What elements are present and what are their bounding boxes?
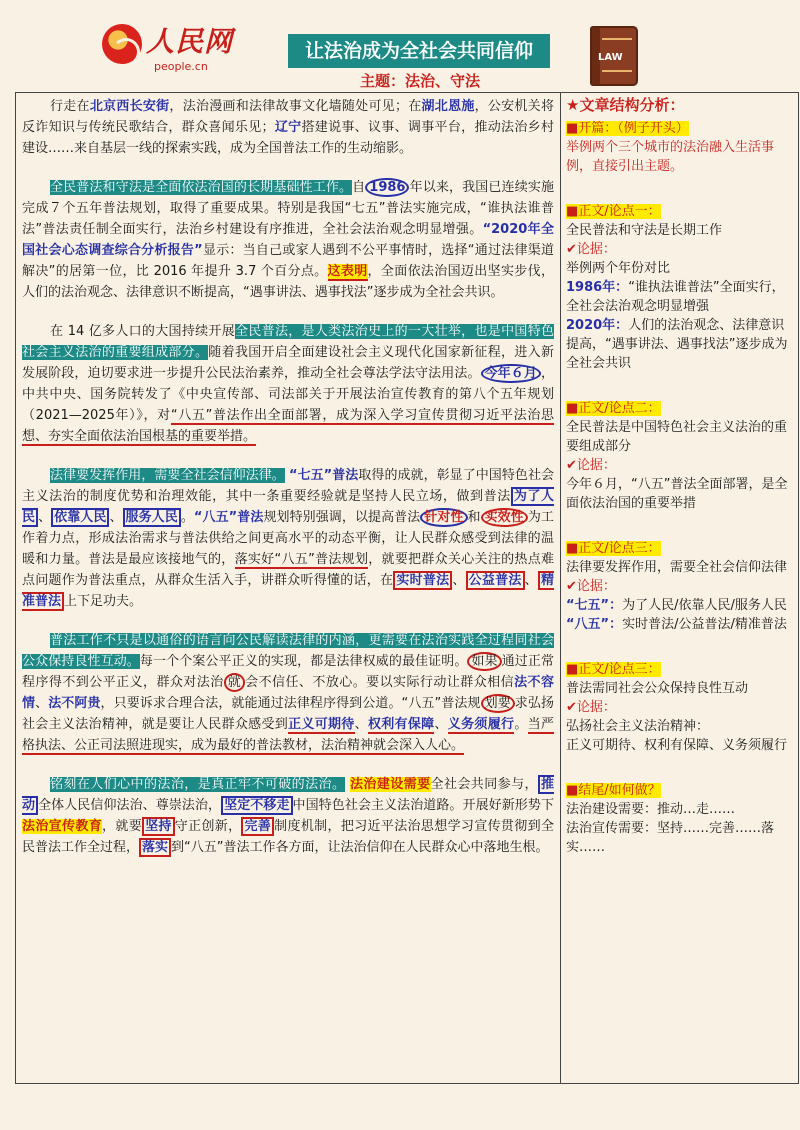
text-span: “八五”普法 — [193, 510, 264, 525]
text-span: 这表明 — [327, 264, 368, 279]
point-1-evidence-1986 — [566, 278, 788, 316]
text-span: 、 — [354, 717, 368, 732]
point-1-heading: 全民普法和守法是全面依法治国的长期基础性工作。 — [50, 180, 353, 195]
text-span: 推动 — [22, 777, 554, 813]
text-span: 针对性 — [420, 508, 467, 527]
text-span: 全社会共同参与， — [430, 777, 538, 792]
law-book-label: LAW — [598, 52, 623, 63]
page-title: 让法治成为全社会共同信仰 — [288, 34, 550, 68]
text-span: 实效性 — [481, 508, 528, 527]
text-span: 法治宣传教育 — [22, 819, 103, 834]
point-2-heading: 全民普法，是人类法治史上的一大壮举，也是中国特色社会主义法治的重要组成部分。 — [22, 324, 554, 360]
column-divider — [560, 92, 561, 1084]
text-span: 取得的成就，彰显了中国特色社会主义法治的制度优势和治理效能，其中一条重要经验就是坚持人民立场，做到普法 — [22, 468, 554, 504]
text-span: 全体人民信仰法治、尊崇法治， — [38, 798, 222, 813]
text-span: 精准普法 — [22, 573, 554, 609]
text-span: ，就要 — [102, 819, 143, 834]
text-span: 显示：当自己或家人遇到不公平事情时，选择“通过法律渠道解决”的居第一位，比 2016 年提升 3.7 个百分点。 — [22, 243, 554, 279]
conclusion-heading: 铭刻在人们心中的法治，是真正牢不可破的法治。 — [50, 777, 346, 792]
text-span: 正义可期待 — [288, 717, 355, 732]
point-3-evidence-label: ✔论据： — [566, 579, 616, 594]
point-1-evidence-label: ✔论据： — [566, 242, 616, 257]
text-span: 年以来，我国已连续实施完成７个五年普法规划，取得了重要成果。特别是我国“七五”普法实施完成，“谁执法谁普法”普法责任制全面实行，法治乡村建设有序推进，全社会法治观念明显增强。 — [22, 180, 554, 237]
page-subtitle: 主题：法治、守法 — [360, 72, 481, 90]
paragraph-point-1 — [22, 177, 554, 303]
opening-text: 举例两个三个城市的法治融入生活事例，直接引出主题。 — [566, 140, 775, 174]
text-span: 自 — [352, 180, 366, 195]
text-span: 法不阿贵 — [48, 696, 101, 711]
point-1-evidence-2020 — [566, 316, 788, 373]
point-4-evidence-2: 正义可期待、权利有保障、义务须履行 — [566, 738, 788, 753]
text-span: 、 — [109, 510, 123, 525]
text-span: 守正创新， — [174, 819, 242, 834]
text-span: 中国特色社会主义法治道路。开展好新形势下 — [292, 798, 554, 813]
text-span: 搭建说事、议事、调事平台，推动法治乡村建设……来自基层一线的探索实践，成为全国普法工作的生动缩影。 — [22, 120, 554, 156]
ending-line-1: 法治建设需要：推动…走…… — [566, 802, 736, 817]
text-span: ，全面依法治国迈出坚实步伐，人们的法治观念、法律意识不断提高，“遇事讲法、遇事找法”逐步成为全社会共识。 — [22, 264, 554, 300]
text-span: 规划特别强调，以提高普法 — [263, 510, 421, 525]
text-span: 实时普法 — [393, 571, 452, 590]
text-span: 、 — [524, 573, 538, 588]
text-span: 为工作着力点，形成法治需求与普法供给之间更高水平的动态平衡，让人民群众感受到法律的温暖和力量。普法是最应该接地气的， — [22, 510, 554, 567]
law-book-icon — [590, 26, 638, 86]
ending-label: ■结尾/如何做？ — [566, 783, 661, 798]
text-span: 求弘扬社会主义法治精神，就是要让人民群众感受到 — [22, 696, 554, 732]
text-span: 湖北恩施 — [421, 99, 475, 114]
point-4-evidence-label: ✔论据： — [566, 700, 616, 715]
text-span: 为了人民 — [22, 489, 554, 525]
paragraph-intro — [22, 96, 554, 159]
text-span: ，只要诉求合理合法，就能通过法律程序得到公道。“八五”普法规 — [100, 696, 481, 711]
text-span: 依靠人民 — [51, 508, 109, 527]
point-4-evidence-1: 弘扬社会主义法治精神： — [566, 719, 710, 734]
text-span: 、 — [452, 573, 466, 588]
text-span: 1986年： — [566, 280, 629, 295]
text-span: 法不容情 — [22, 675, 554, 711]
point-2-evidence: 今年６月，“八五”普法全面部署，是全面依法治国的重要举措 — [566, 477, 788, 511]
point-1-claim: 全民普法和守法是长期工作 — [566, 223, 723, 238]
point-2-label: ■正文/论点二： — [566, 401, 661, 416]
text-span: 、 — [434, 717, 448, 732]
logo-swirl-icon — [102, 24, 142, 64]
text-span: 。 — [180, 510, 194, 525]
structure-analysis — [566, 96, 788, 857]
text-span: 实时普法/公益普法/精准普法 — [622, 617, 787, 632]
people-cn-logo[interactable] — [102, 18, 272, 78]
paragraph-conclusion — [22, 774, 554, 858]
text-span: 法治建设需要 — [349, 777, 431, 792]
paragraph-point-4 — [22, 630, 554, 756]
text-span: 、 — [35, 696, 49, 711]
analysis-title: ★文章结构分析： — [566, 96, 685, 114]
point-1-label: ■正文/论点一： — [566, 204, 661, 219]
text-span: 义务须履行 — [447, 717, 515, 732]
text-span: 公益普法 — [466, 571, 525, 590]
text-span: “七五”： — [566, 598, 623, 613]
text-span: 人们的法治观念、法律意识提高，“遇事讲法、遇事找法”逐步成为全社会共识 — [566, 318, 788, 371]
text-span: 行走在 — [50, 99, 90, 114]
text-span: 2020年： — [566, 318, 629, 333]
text-span: 随着我国开启全面建设社会主义现代化国家新征程，进入新发展阶段，迫切要求进一步提升公民法治素养，推动全社会尊法学法守法用法。 — [22, 345, 554, 381]
text-span: “2020年全国社会心态调查综合分析报告” — [22, 222, 554, 258]
text-span: ，公安机关将反诈知识与传统民歌结合，群众喜闻乐见； — [22, 99, 554, 135]
text-span: 服务人民 — [123, 508, 181, 527]
text-span: 通过正常程序得不到公平正义，群众对法治 — [22, 654, 554, 690]
logo-text-en: people.cn — [154, 60, 208, 73]
text-span: ，就要把群众关心关注的热点难点问题作为普法重点，从群众生活入手，讲群众听得懂的话，在 — [22, 552, 554, 588]
point-3-evidence-85 — [566, 615, 788, 634]
text-span: 在 14 亿多人口的大国持续开展 — [50, 324, 236, 339]
point-1-evidence-intro: 举例两个年份对比 — [566, 261, 671, 276]
article-body — [22, 96, 554, 858]
logo-text-cn: 人民网 — [146, 25, 234, 58]
text-span: 、 — [38, 510, 52, 525]
point-4-claim: 普法需同社会公众保持良性互动 — [566, 681, 749, 696]
text-span: 当严格执法、公正司法照进现实，成为最好的普法教材，法治精神就会深入人心。 — [22, 717, 554, 753]
point-2-evidence-label: ✔论据： — [566, 458, 616, 473]
year-1986: 1986 — [365, 178, 409, 197]
text-span: “八五”普法作出全面部署，成为深入学习宣传贯彻习近平法治思想、夯实全面依法治国根基的重要举措。 — [22, 408, 554, 444]
text-span: 制度机制，把习近平法治思想学习宣传贯彻到全民普法工作全过程， — [22, 819, 554, 855]
text-span: 划要 — [481, 694, 515, 713]
header — [0, 0, 800, 92]
point-2-claim: 全民普法是中国特色社会主义法治的重要组成部分 — [566, 420, 788, 454]
paragraph-point-3 — [22, 465, 554, 612]
text-span: 为了人民/依靠人民/服务人民 — [622, 598, 787, 613]
opening-label: ■开篇：（例子开头） — [566, 121, 689, 136]
text-span: 坚定不移走 — [221, 796, 292, 815]
text-span: 辽宁 — [274, 120, 302, 135]
date-june: 今年６月 — [481, 364, 541, 383]
text-span: ，中共中央、国务院转发了《中央宣传部、司法部关于开展法治宣传教育的第八个五年规划（2021—2025年）》，对 — [22, 366, 554, 423]
text-span: 和 — [467, 510, 481, 525]
text-span: 如果 — [467, 652, 501, 671]
point-4-heading: 普法工作不只是以通俗的语言向公民解读法律的内涵，更需要在法治实践全过程同社会公众保持良性互动。 — [22, 633, 554, 669]
text-span: “谁执法谁普法”全面实行，全社会法治观念明显增强 — [566, 280, 785, 314]
text-span: 完善 — [241, 817, 274, 836]
point-3-claim: 法律要发挥作用，需要全社会信仰法律 — [566, 560, 788, 575]
paragraph-point-2 — [22, 321, 554, 447]
point-4-label: ■正文/论点三： — [566, 662, 661, 677]
text-span: “七五”普法 — [289, 468, 359, 483]
point-3-heading: 法律要发挥作用，需要全社会信仰法律。 — [50, 468, 285, 483]
text-span: 上下足功夫。 — [64, 594, 143, 609]
ending-line-2: 法治宣传需要：坚持……完善……落实…… — [566, 821, 775, 855]
text-span: 会不信任、不放心。要以实际行动让群众相信 — [245, 675, 515, 690]
point-3-evidence-75 — [566, 596, 788, 615]
text-span: 落实好“八五”普法规划 — [234, 552, 369, 567]
text-span: 落实 — [139, 838, 171, 857]
text-span: 就 — [224, 673, 245, 692]
point-3-label: ■正文/论点三： — [566, 541, 661, 556]
text-span: ，法治漫画和法律故事文化墙随处可见；在 — [169, 99, 422, 114]
text-span: 权利有保障 — [367, 717, 435, 732]
text-span: 北京西长安街 — [89, 99, 170, 114]
text-span: “八五”： — [566, 617, 623, 632]
text-span: 每一个个案公平正义的实现，都是法律权威的最佳证明。 — [139, 654, 468, 669]
text-span: 坚持 — [142, 817, 175, 836]
text-span: 到“八五”普法工作各方面，让法治信仰在人民群众心中落地生根。 — [171, 840, 549, 855]
text-span: 。 — [514, 717, 528, 732]
